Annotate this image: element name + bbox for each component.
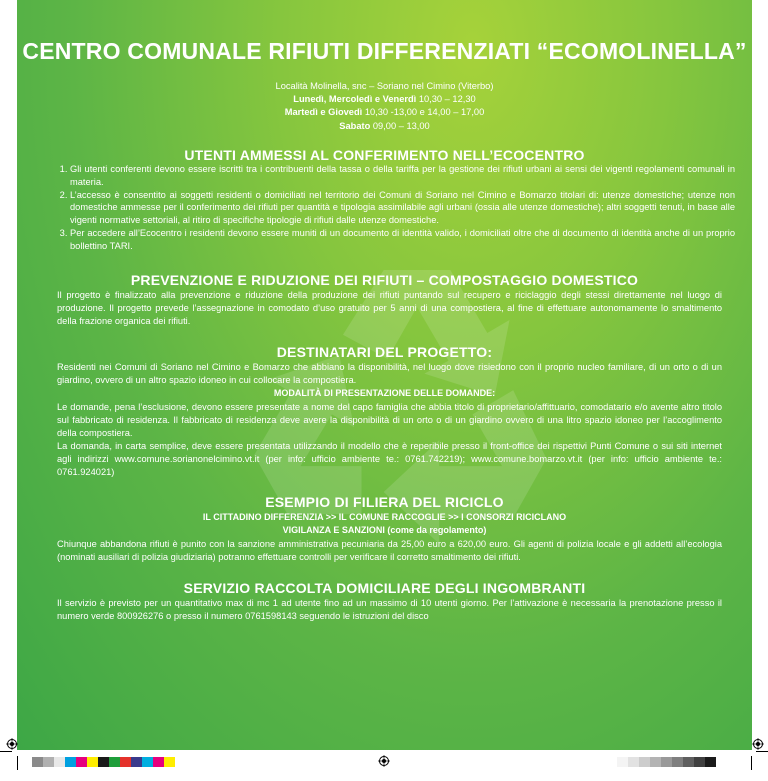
schedule-row: [17, 106, 752, 119]
color-swatch: [142, 757, 153, 767]
color-swatch: [694, 757, 705, 767]
section-heading-destinatari: DESTINATARI DEL PROGETTO:: [276, 344, 493, 360]
destinatari-text: Residenti nei Comuni di Soriano nel Cimino e Bomarzo che abbiano la disponibilità, nel luogo dove risiedono con il proprio nucleo familiare, di un orto o di un giardino, ovvero di un altro spazio idoneo in cui collocare la compostiera.: [57, 362, 722, 386]
schedule-hours: 10,30 -13,00 e 14,00 – 17,00: [362, 107, 485, 118]
rule-item: 3. Per accedere all’Ecocentro i residenti devono essere muniti di un documento di identità valido, i domiciliati oltre che di documento di identità anche di un proprio bollettino TARI.: [70, 227, 735, 253]
modalita-heading: MODALITÀ DI PRESENTAZIONE DELLE DOMANDE:: [273, 388, 496, 398]
color-swatch: [164, 757, 175, 767]
section-heading-filiera: ESEMPIO DI FILIERA DEL RICICLO: [265, 494, 504, 510]
schedule-hours: 10,30 – 12,30: [416, 94, 476, 105]
color-swatch: [153, 757, 164, 767]
color-swatch: [131, 757, 142, 767]
color-swatch: [76, 757, 87, 767]
crop-mark: [17, 756, 18, 770]
color-swatch: [705, 757, 716, 767]
schedule-days: Martedì e Giovedì: [284, 107, 363, 118]
rules-list: [57, 163, 735, 253]
location-block: [17, 80, 752, 133]
section-heading-ingombranti: SERVIZIO RACCOLTA DOMICILIARE DEGLI INGOMBRANTI: [183, 580, 586, 596]
color-swatch: [120, 757, 131, 767]
crop-mark: [0, 751, 12, 752]
color-swatch: [628, 757, 639, 767]
color-swatch: [672, 757, 683, 767]
section-heading-prevenzione: PREVENZIONE E RIDUZIONE DEI RIFIUTI – COMPOSTAGGIO DOMESTICO: [130, 272, 639, 288]
gray-calibration-bar: [617, 757, 716, 767]
color-calibration-bar: [32, 757, 175, 767]
section-heading-utenti: UTENTI AMMESSI AL CONFERIMENTO NELL’ECOCENTRO: [184, 147, 585, 163]
color-swatch: [617, 757, 628, 767]
schedule-hours: 09,00 – 13,00: [370, 120, 430, 131]
filiera-chain: IL CITTADINO DIFFERENZIA >> IL COMUNE RACCOGLIE >> I CONSORZI RICICLANO: [202, 512, 567, 522]
rule-item: 1. Gli utenti conferenti devono essere iscritti tra i contribuenti della tassa o della tariffa per la gestione dei rifiuti urbani ai sensi dei vigenti regolamenti comunali in materia.: [70, 163, 735, 189]
rule-item: 2. L’accesso è consentito ai soggetti residenti o domiciliati nel territorio dei Comuni di Soriano nel Cimino e Bomarzo titolari di: utenze domestiche; utenze non domestiche ammesse per il conferimento dei rifiuti per quantità e tipologia assimilabile agli urbani (ossia alle utenze domestiche); altri soggetti tenuti, in base alle vigenti normative settoriali, al ritiro di specifiche tipologie di rifiuti dalle utenze domestiche.: [70, 189, 735, 227]
modalita-text: Le domande, pena l’esclusione, devono essere presentate a nome del capo famiglia che abbia titolo di proprietario/affittuario, comodatario e/o avente altro titolo sul fabbricato di residenza. Il fabbricato di residenza deve avere la disponibilità di un orto o di un giardino ovvero di una litro spazio idoneo per l’accoglimento della compostiera.: [57, 402, 722, 439]
schedule-days: Lunedì, Mercoledì e Venerdì: [293, 94, 417, 105]
color-swatch: [43, 757, 54, 767]
crop-mark: [751, 756, 752, 770]
color-swatch: [683, 757, 694, 767]
color-swatch: [32, 757, 43, 767]
address: Località Molinella, snc – Soriano nel Cimino (Viterbo): [275, 81, 494, 91]
registration-mark-icon: [752, 738, 764, 750]
sanzioni-text: Chiunque abbandona rifiuti è punito con la sanzione amministrativa pecuniaria da 25,00 euro a 620,00 euro. Gli agenti di polizia locale e gli addetti all’ecologia (nominati ausiliari di polizia giudiziaria) potranno effettuare controlli per verificare il corretto smaltimento dei rifiuti.: [57, 539, 722, 563]
color-swatch: [639, 757, 650, 767]
registration-mark-icon: [378, 755, 390, 767]
color-swatch: [98, 757, 109, 767]
poster: [17, 0, 752, 750]
page-title: CENTRO COMUNALE RIFIUTI DIFFERENZIATI “ECOMOLINELLA”: [22, 38, 747, 64]
color-swatch: [650, 757, 661, 767]
crop-mark: [756, 751, 768, 752]
prevenzione-text: Il progetto è finalizzato alla prevenzione e riduzione della produzione dei rifiuti puntando sul recupero e riciclaggio degli stessi direttamente nel luogo di produzione. Il progetto prevede l’assegnazione in comodato d’uso gratuito per 5 anni di una compostiera, al fine di effettuare autonomamente lo smaltimento della frazione organica dei rifiuti.: [57, 290, 722, 327]
color-swatch: [65, 757, 76, 767]
schedule-days: Sabato: [339, 120, 371, 131]
registration-mark-icon: [6, 738, 18, 750]
domanda-text: La domanda, in carta semplice, deve essere presentata utilizzando il modello che è reperibile presso il front-office dei rispettivi Punti Comune o sui siti internet agli indirizzi www.comune.sorianonelcimino.vt.it (per info: ufficio ambiente te.: 0761.742219); www.comune.bomarzo.vt.it (per info: ufficio ambiente te.: 0761.924021): [57, 441, 722, 478]
ingombranti-text: Il servizio è previsto per un quantitativo max di mc 1 ad utente fino ad un massimo di 10 utenti giorno. Per l’attivazione è necessaria la prenotazione presso il numero verde 800926276 o presso il numero 0761598143 seguendo le istruzioni del disco: [57, 598, 722, 622]
color-swatch: [661, 757, 672, 767]
color-swatch: [109, 757, 120, 767]
color-swatch: [54, 757, 65, 767]
vigilanza-heading: VIGILANZA E SANZIONI (come da regolamento): [282, 525, 487, 535]
schedule-row: [17, 120, 752, 133]
color-swatch: [87, 757, 98, 767]
schedule-row: [17, 93, 752, 106]
